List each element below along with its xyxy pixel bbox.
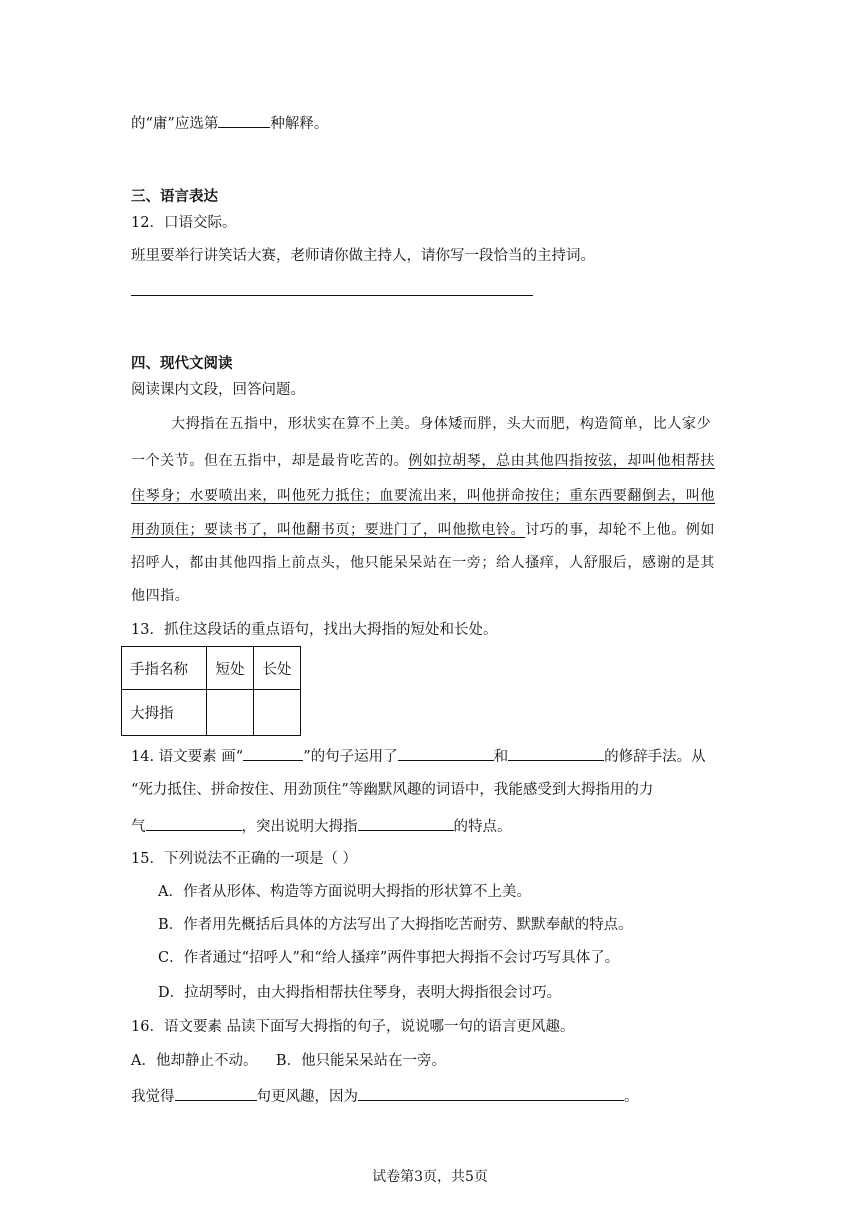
option-a[interactable]: A．作者从形体、构造等方面说明大拇指的形状算不上美。 [158, 884, 531, 900]
question-14-line-2: “死力抵住、拼命按住、用劲顶住”等幽默风趣的词语中，我能感受到大拇指用的力 [131, 782, 654, 798]
passage-line-3 [131, 486, 715, 506]
question-16-choices: A．他却静止不动。 B．他只能呆呆站在一旁。 [131, 1053, 447, 1069]
question-14-line-3: 气 ，突出说明大拇指 的特点。 [131, 815, 512, 837]
answer-blank[interactable] [218, 112, 270, 128]
underlined-sentence: 例如拉胡琴，总由其他四指按弦，却叫他相帮扶 [408, 453, 716, 469]
shortcoming-cell[interactable] [207, 690, 254, 736]
option-c[interactable]: C．作者通过“招呼人”和“给人搔痒”两件事把大拇指不会讨巧写具体了。 [158, 950, 620, 966]
question-14-line-1: 14. 语文要素 画“ ”的句子运用了 和 的修辞手法。从 [131, 745, 706, 767]
question-12-title: 12．口语交际。 [131, 215, 237, 231]
table-header: 短处 [207, 647, 254, 690]
option-d[interactable]: D．拉胡琴时，由大拇指相帮扶住琴身，表明大拇指很会讨巧。 [158, 985, 562, 1001]
answer-blank[interactable] [243, 745, 303, 761]
underlined-sentence: 用劲顶住；要读书了，叫他翻书页；要进门了，叫他揿电铃。 [131, 522, 526, 538]
reading-intro: 阅读课内文段，回答问题。 [131, 382, 305, 398]
question-15-title: 15．下列说法不正确的一项是（ ） [131, 851, 358, 867]
passage-line-4: 用劲顶住；要读书了，叫他翻书页；要进门了，叫他揿电铃。讨巧的事，却轮不上他。例如 [131, 522, 716, 538]
table-header: 长处 [254, 647, 301, 690]
answer-blank[interactable] [146, 815, 242, 831]
table-row-label: 大拇指 [122, 690, 207, 736]
answer-blank[interactable] [358, 815, 454, 831]
q11-tail: 的“庸”应选第 种解释。 [131, 112, 328, 134]
answer-blank[interactable] [358, 1085, 624, 1101]
underlined-sentence: 住琴身；水要喷出来，叫他死力抵住；血要流出来，叫他拼命按住；重东西要翻倒去，叫他 [131, 488, 715, 504]
finger-table [121, 646, 301, 736]
passage-line-1: 大拇指在五指中，形状实在算不上美。身体矮而胖，头大而肥，构造简单，比人家少 [171, 416, 712, 432]
option-b[interactable]: B．作者用先概括后具体的方法写出了大拇指吃苦耐劳、默默奉献的特点。 [158, 917, 633, 933]
question-16-answer: 我觉得 句更风趣，因为 。 [131, 1085, 639, 1107]
answer-blank[interactable] [508, 745, 604, 761]
section-heading-language-expression: 三、语言表达 [131, 189, 218, 205]
passage-line-6: 他四指。 [131, 588, 190, 604]
question-16-title: 16．语文要素 品读下面写大拇指的句子，说说哪一句的语言更风趣。 [131, 1019, 575, 1035]
section-heading-modern-reading: 四、现代文阅读 [131, 356, 233, 372]
passage-line-5: 招呼人，都由其他四指上前点头，他只能呆呆站在一旁；给人搔痒，人舒服后，感谢的是其 [131, 555, 715, 571]
table-header: 手指名称 [122, 647, 207, 690]
answer-blank[interactable] [175, 1085, 257, 1101]
question-12-prompt: 班里要举行讲笑话大赛，老师请你做主持人，请你写一段恰当的主持词。 [131, 248, 595, 264]
answer-blank[interactable] [398, 745, 494, 761]
passage-line-2: 一个关节。但在五指中，却是最肯吃苦的。例如拉胡琴，总由其他四指按弦，却叫他相帮扶 [131, 453, 716, 469]
strength-cell[interactable] [254, 690, 301, 736]
page-footer: 试卷第3页，共5页 [372, 1169, 488, 1185]
answer-line[interactable] [131, 295, 533, 296]
question-13-title: 13．抓住这段话的重点语句，找出大拇指的短处和长处。 [131, 622, 498, 638]
